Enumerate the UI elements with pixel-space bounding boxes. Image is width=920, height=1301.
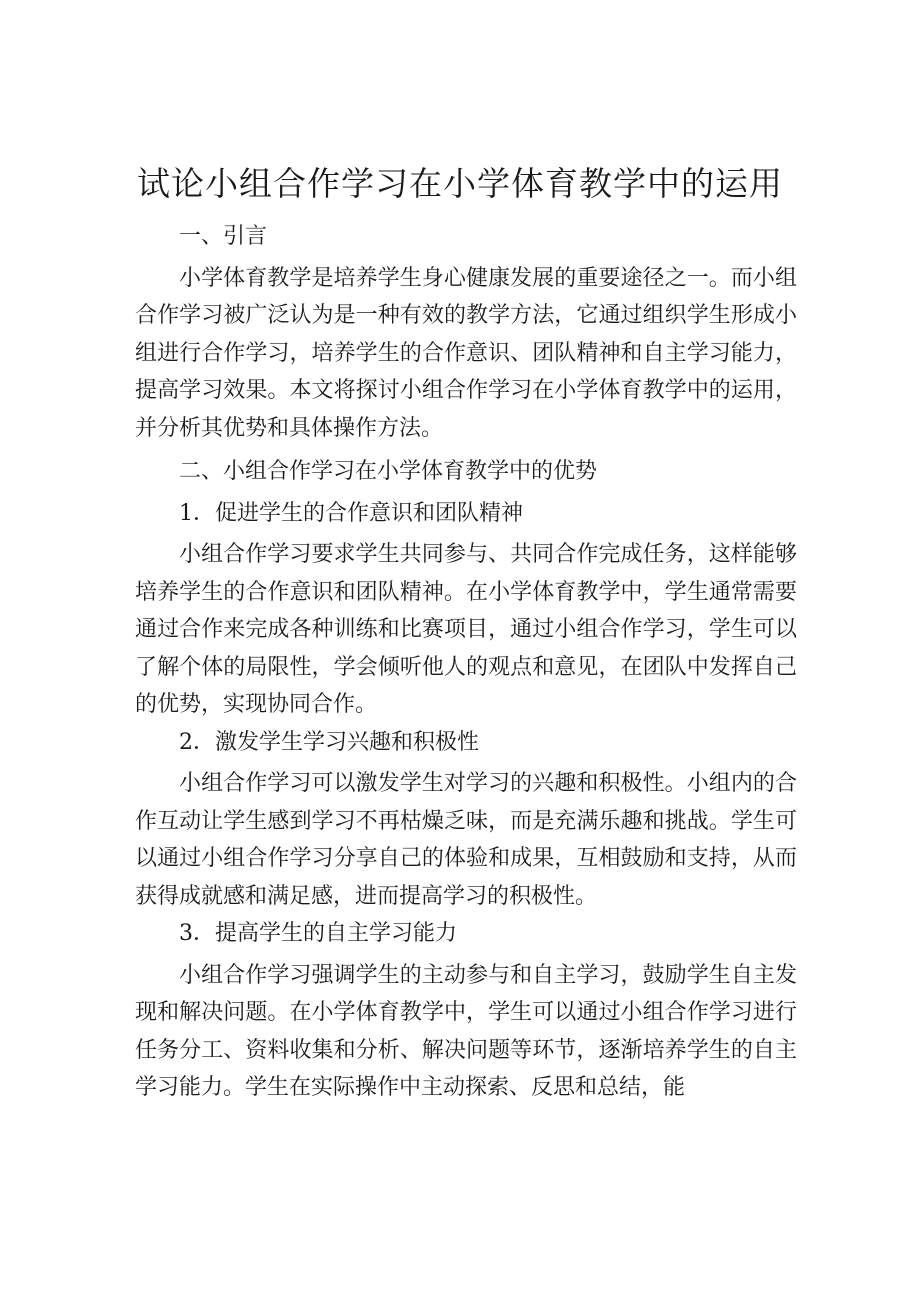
section-heading-intro: 一、引言 <box>179 224 268 249</box>
paragraph-point-1: 小组合作学习要求学生共同参与、共同合作完成任务，这样能够培养学生的合作意识和团队精神。在小学体育教学中，学生通常需要通过合作来完成各种训练和比赛项目，通过小组合作学习，学生可以了解个体的局限性，学会倾听他人的观点和意见，在团队中发挥自己的优势，实现协同合作。 <box>135 542 797 717</box>
document-body <box>135 218 797 1107</box>
paragraph-point-2: 小组合作学习可以激发学生对学习的兴趣和积极性。小组内的合作互动让学生感到学习不再枯燥乏味，而是充满乐趣和挑战。学生可以通过小组合作学习分享自己的体验和成果，互相鼓励和支持，从而获得成就感和满足感，进而提高学习的积极性。 <box>135 771 797 909</box>
paragraph-intro: 小学体育教学是培养学生身心健康发展的重要途径之一。而小组合作学习被广泛认为是一种有效的教学方法，它通过组织学生形成小组进行合作学习，培养学生的合作意识、团队精神和自主学习能力，提高学习效果。本文将探讨小组合作学习在小学体育教学中的运用，并分析其优势和具体操作方法。 <box>135 265 797 441</box>
section-heading-advantages: 二、小组合作学习在小学体育教学中的优势 <box>179 459 598 484</box>
subheading-point-2: 2．激发学生学习兴趣和积极性 <box>179 729 479 755</box>
subheading-point-3: 3．提高学生的自主学习能力 <box>179 921 457 946</box>
document-title: 试论小组合作学习在小学体育教学中的运用 <box>137 164 783 203</box>
subheading-point-1: 1．促进学生的合作意识和团队精神 <box>179 500 523 526</box>
paragraph-point-3: 小组合作学习强调学生的主动参与和自主学习，鼓励学生自主发现和解决问题。在小学体育教学中，学生可以通过小组合作学习进行任务分工、资料收集和分析、解决问题等环节，逐渐培养学生的自主学习能力。学生在实际操作中主动探索、反思和总结，能 <box>135 962 797 1100</box>
